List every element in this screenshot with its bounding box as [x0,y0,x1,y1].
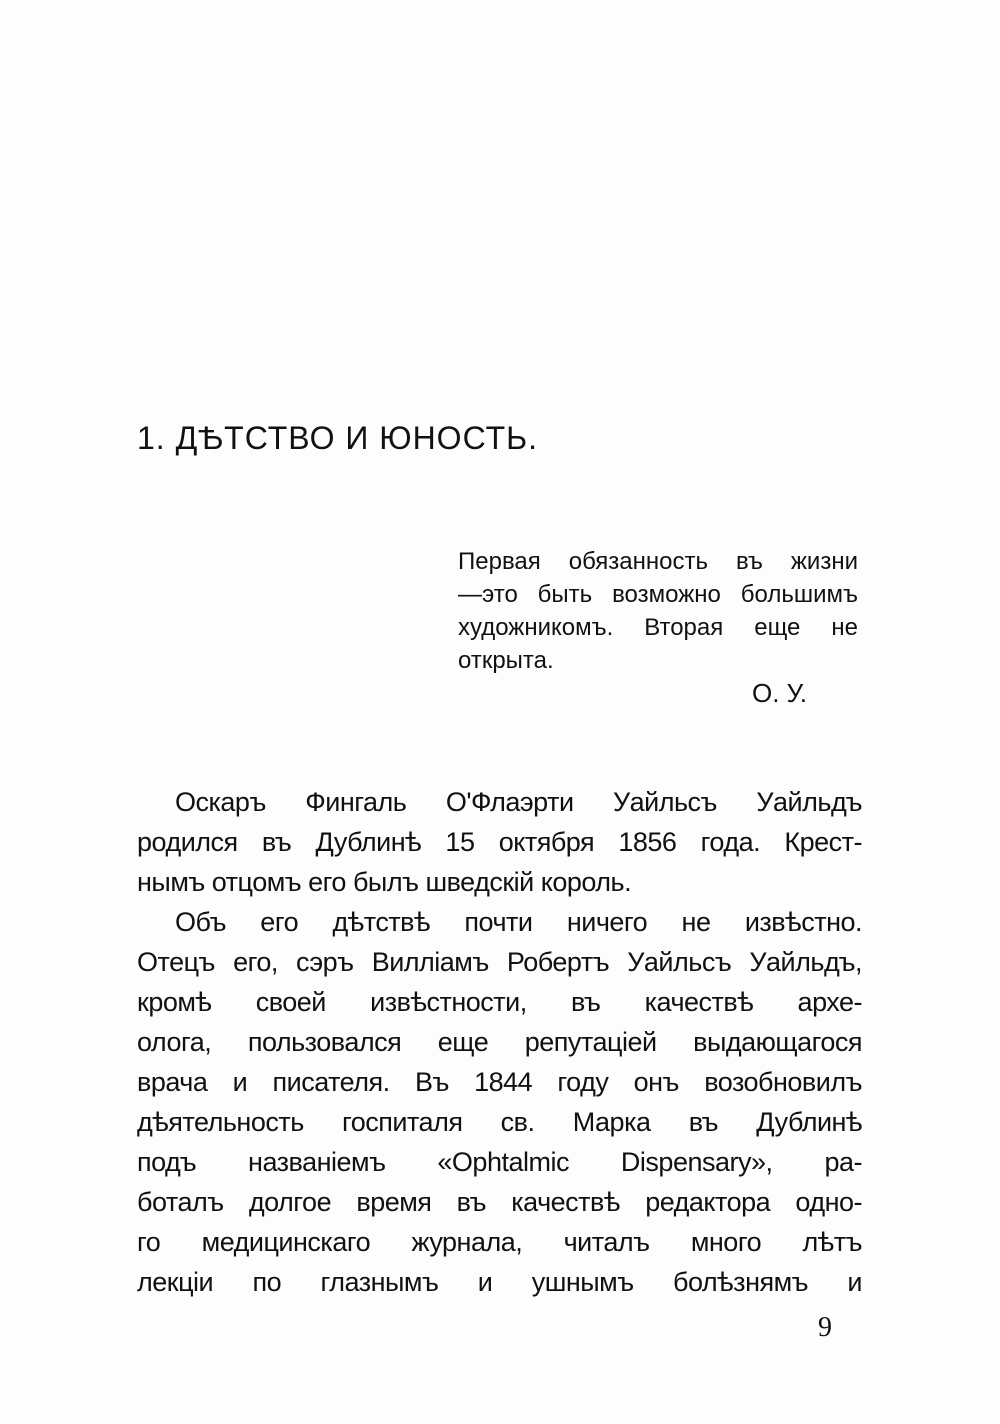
text-line: олога, пользовался еще репутаціей выдающагося [137,1027,862,1057]
text-line: Отецъ его, сэръ Вилліамъ Робертъ Уайльсъ Уайльдъ, [137,947,862,977]
epigraph-line: художникомъ. Вторая еще не [458,614,858,641]
epigraph-signature: О. У. [752,678,807,708]
text-line: родился въ Дублинѣ 15 октября 1856 года. Крест- [137,827,862,857]
chapter-heading: 1. ДѢТСТВО И ЮНОСТЬ. [137,420,539,456]
text-line: нымъ отцомъ его былъ шведскій король. [137,867,632,897]
text-line: лекціи по глазнымъ и ушнымъ болѣзнямъ и [137,1267,862,1297]
text-line: боталъ долгое время въ качествѣ редактора одно- [137,1187,862,1217]
text-line: Оскаръ Фингаль О'Флаэрти Уайльсъ Уайльдъ [175,787,862,817]
epigraph-line: открыта. [458,647,554,674]
epigraph-line: Первая обязанность въ жизни [458,548,858,575]
text-line: врача и писателя. Въ 1844 году онъ возобновилъ [137,1067,862,1097]
text-line: кромѣ своей извѣстности, въ качествѣ архе- [137,987,862,1017]
epigraph-line: —это быть возможно большимъ [458,581,858,608]
text-line: Объ его дѣтствѣ почти ничего не извѣстно. [175,907,862,937]
text-line: дѣятельность госпиталя св. Марка въ Дублинѣ [137,1107,862,1137]
text-line: подъ названіемъ «Ophtalmic Dispensary», ра- [137,1147,862,1177]
page-number: 9 [818,1312,832,1343]
text-line: го медицинскаго журнала, читалъ много лѣтъ [137,1227,862,1257]
